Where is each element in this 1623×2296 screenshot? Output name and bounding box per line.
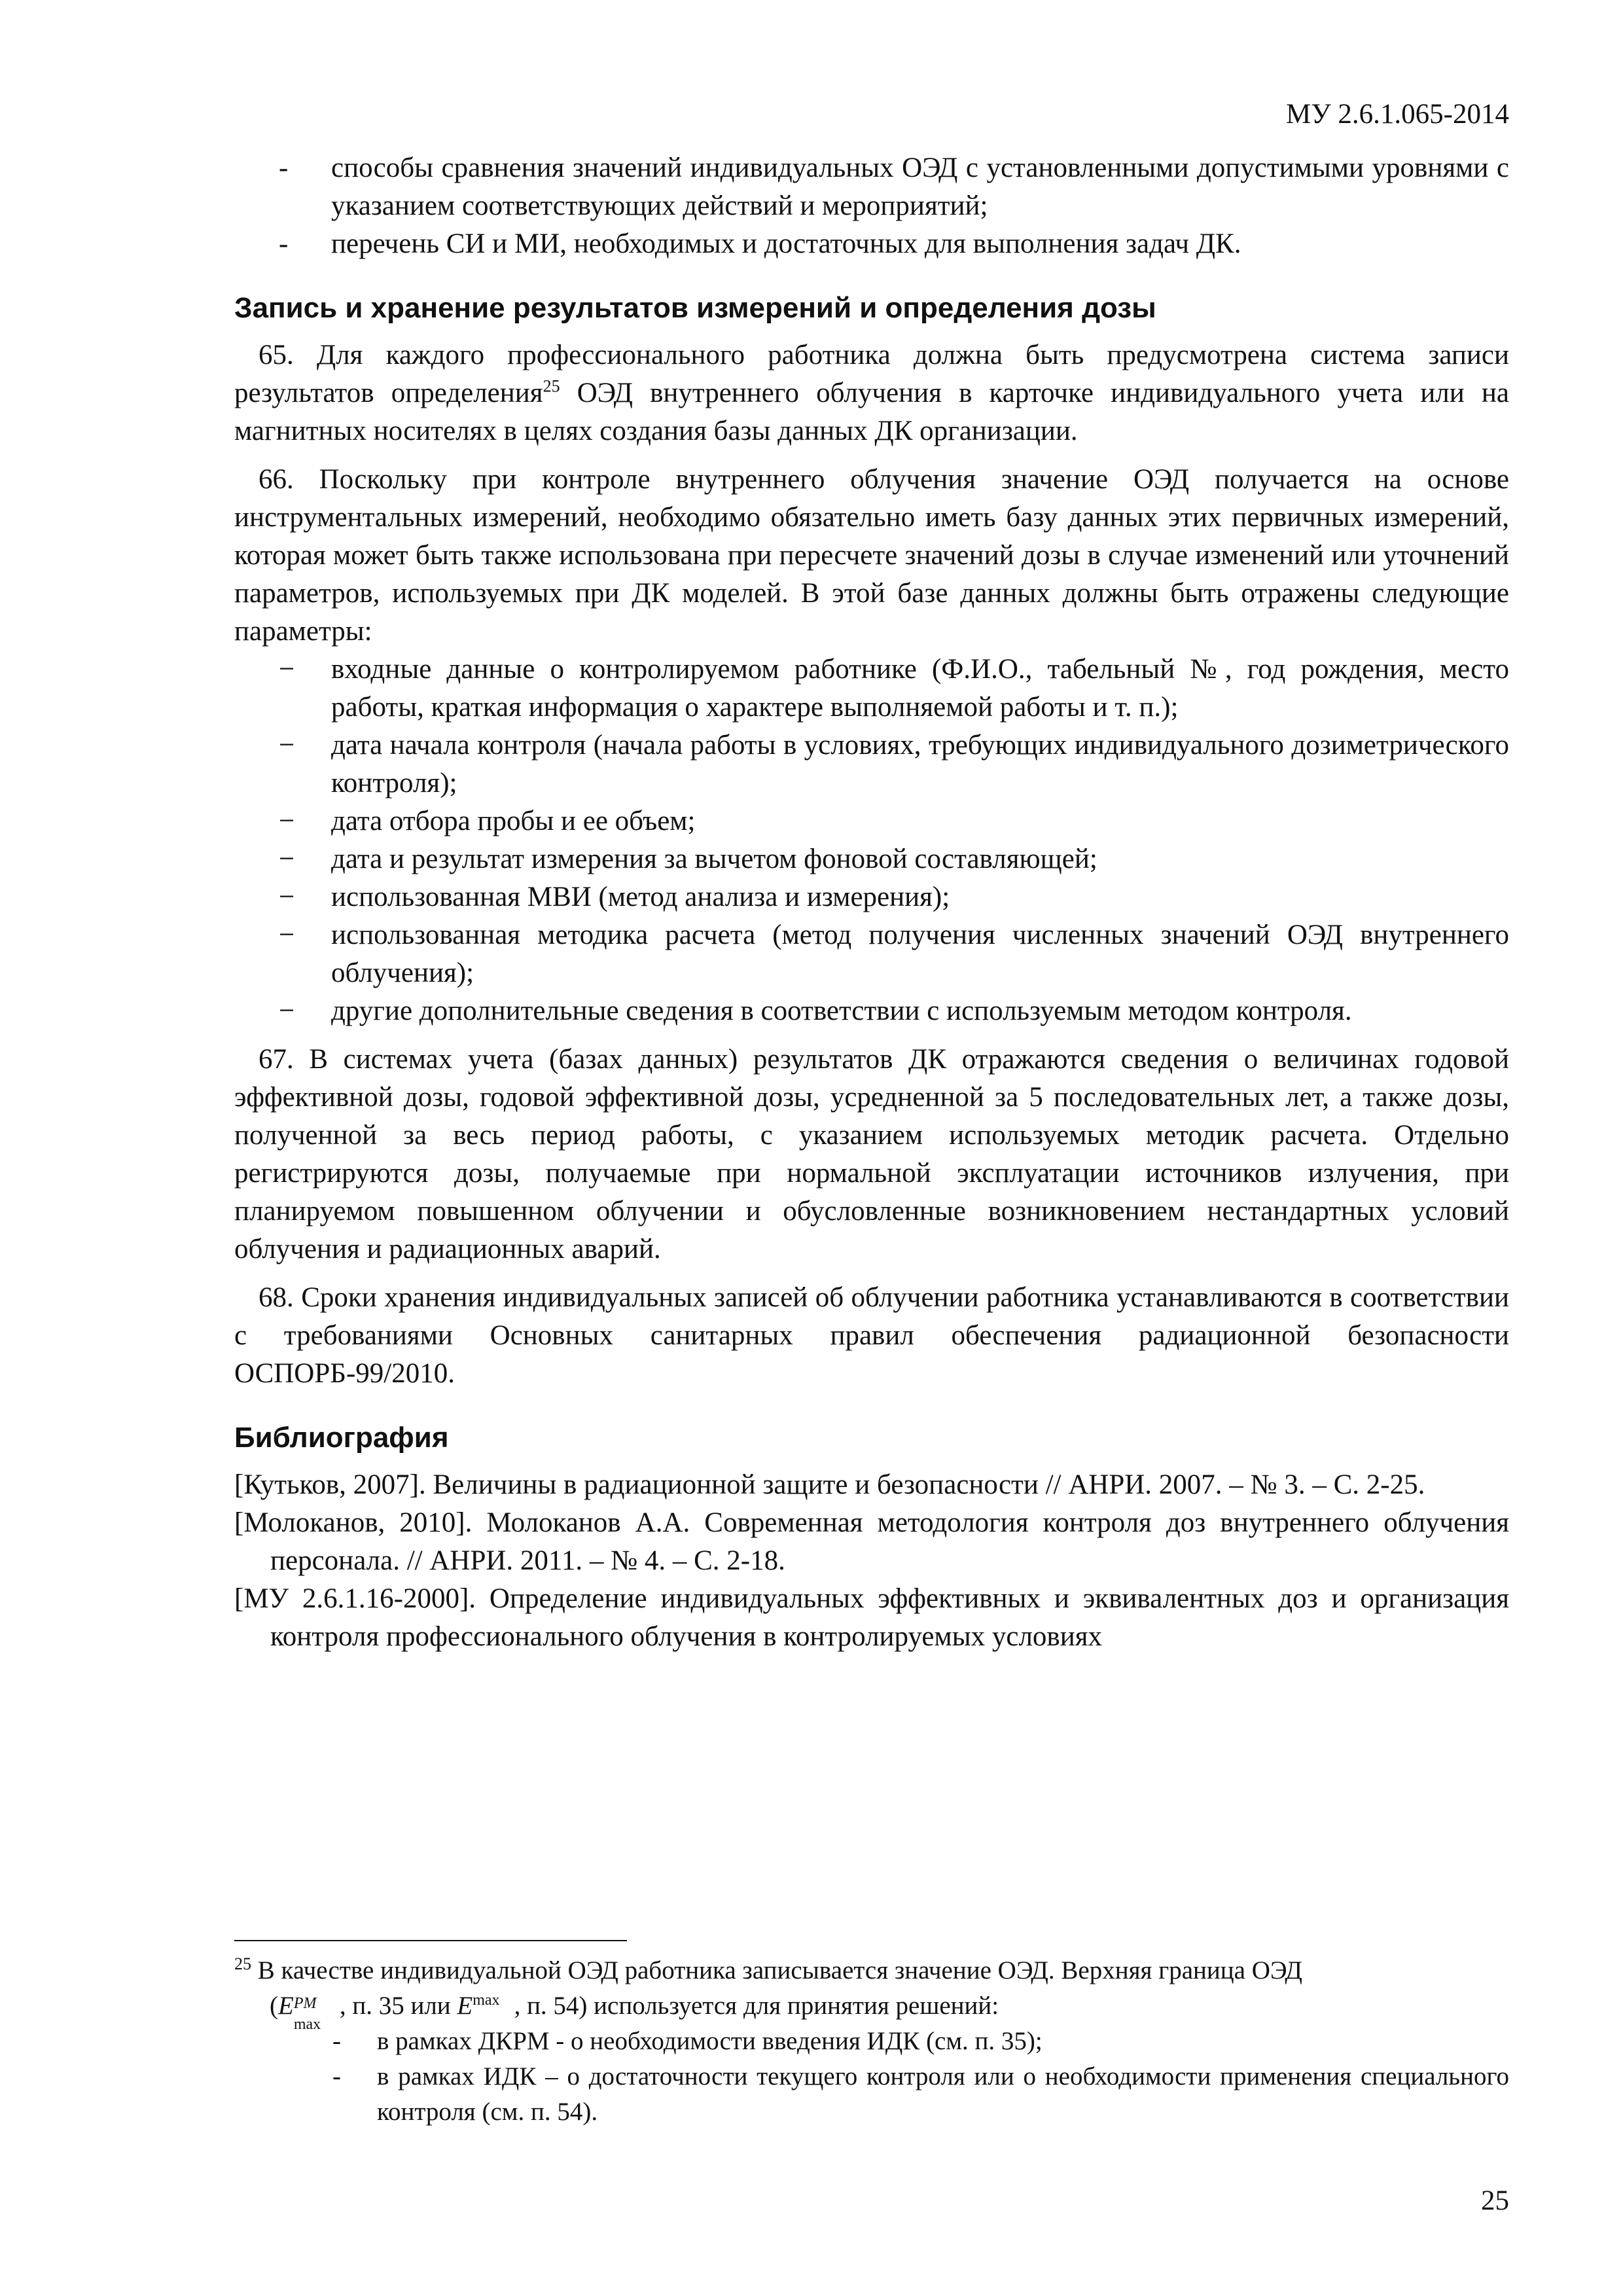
page-number: 25 (1481, 2185, 1509, 2216)
page-body (234, 149, 1509, 1656)
footnote-formula-line: (E PM max , п. 35 или $E^{max}$ , п. 54) используется для принятия решений: (270, 1992, 999, 2034)
list-item: − дата отбора пробы и ее объем; (234, 802, 1509, 840)
dash-marker: - (332, 2062, 341, 2090)
dash-marker: - (332, 2027, 341, 2055)
list-item: − дата и результат измерения за вычетом фоновой составляющей; (234, 840, 1509, 878)
bibliography-heading: Библиография (234, 1422, 449, 1454)
section-heading: Запись и хранение результатов измерений и определения дозы (234, 292, 1156, 324)
dash-marker: − (279, 882, 295, 912)
footnote-separator (234, 1940, 627, 1941)
bibliography-list (234, 1466, 1509, 1656)
dash-marker: - (279, 152, 289, 183)
list-item: - способы сравнения значений индивидуальных ОЭД с установленными допустимыми уровнями с указанием соответствующих действий и мероприятий; (234, 149, 1509, 225)
paragraph-66: 66. Поскольку при контроле внутреннего облучения значение ОЭД получается на основе инструментальных измерений, необходимо обязательно иметь базу данных этих первичных измерений, которая может быть также использована при пересчете значений дозы в случае изменений или уточнений параметров, используемых при ДК моделей. В этой базе данных должны быть отражены следующие параметры: (234, 464, 1509, 647)
intro-list (234, 149, 1509, 263)
list-item: − использованная МВИ (метод анализа и измерения); (234, 878, 1509, 916)
list-item: − использованная методика расчета (метод получения численных значений ОЭД внутреннего облучения); (234, 916, 1509, 992)
list-item: − дата начала контроля (начала работы в условиях, требующих индивидуального дозиметрического контроля); (234, 726, 1509, 802)
list-item: - перечень СИ и МИ, необходимых и достаточных для выполнения задач ДК. (234, 225, 1509, 263)
document-code-header: МУ 2.6.1.065-2014 (1286, 99, 1509, 130)
list-item: − входные данные о контролируемом работнике (Ф.И.О., табельный №, год рождения, место работы, краткая информация о характере выполняемой работы и т. п.); (234, 651, 1509, 726)
bibliography-item: [Молоканов, 2010]. Молоканов А.А. Современная методология контроля доз внутреннего облучения персонала. // АНРИ. 2011. – № 4. – С. 2-18. (234, 1507, 1509, 1576)
dash-marker: − (279, 806, 295, 836)
footnote-25 (234, 1953, 1509, 2130)
dash-marker: − (279, 920, 295, 950)
list-item: - в рамках ИДК – о достаточности текущего контроля или о необходимости применения специального контроля (см. п. 54). (234, 2059, 1509, 2130)
footnote-list (234, 2024, 1509, 2130)
paragraph-65: 65. Для каждого профессионального работника должна быть предусмотрена система записи результатов определения$^{25}$ ОЭД внутреннего облучения в карточке индивидуального учета или на магнитных носителях в целях создания базы данных ДК организации. (234, 340, 1509, 446)
math-sub-sup: PM max (293, 1995, 321, 2034)
footnote-text: $^{25}$ В качестве индивидуальной ОЭД работника записывается значение ОЭД. Верхняя граница ОЭД (234, 1954, 1302, 1984)
dash-marker: − (279, 654, 295, 685)
dash-marker: - (279, 228, 289, 259)
math-e-symbol: E (278, 1992, 294, 2020)
bibliography-item: [МУ 2.6.1.16-2000]. Определение индивидуальных эффективных и эквивалентных доз и организация контроля профессионального облучения в контролируемых условиях (234, 1583, 1509, 1652)
paragraph-67: 67. В системах учета (базах данных) результатов ДК отражаются сведения о величинах годовой эффективной дозы, годовой эффективной дозы, усредненной за 5 последовательных лет, а также дозы, полученной за весь период работы, с указанием используемых методик расчета. Отдельно регистрируются дозы, получаемые при нормальной эксплуатации источников излучения, при планируемом повышенном облучении и обусловленные возникновением нестандартных условий облучения и радиационных аварий. (234, 1044, 1509, 1265)
footnote-number: 25 (234, 1954, 251, 1973)
dash-marker: − (279, 730, 295, 761)
footnote-reference[interactable]: 25 (543, 376, 560, 396)
dash-marker: − (279, 996, 295, 1026)
math-e-symbol: E (457, 1992, 473, 2020)
dash-marker: − (279, 844, 295, 874)
bibliography-item: [Кутьков, 2007]. Величины в радиационной защите и безопасности // АНРИ. 2007. – № 3. – С. 2-25. (234, 1469, 1425, 1500)
list-item: - в рамках ДКРМ - о необходимости введения ИДК (см. п. 35); (234, 2024, 1509, 2059)
parameters-list (234, 651, 1509, 1030)
list-item: − другие дополнительные сведения в соответствии с используемым методом контроля. (234, 992, 1509, 1030)
paragraph-68: 68. Сроки хранения индивидуальных записей об облучении работника устанавливаются в соответствии с требованиями Основных санитарных правил обеспечения радиационной безопасности ОСПОРБ-99/2010. (234, 1282, 1509, 1389)
